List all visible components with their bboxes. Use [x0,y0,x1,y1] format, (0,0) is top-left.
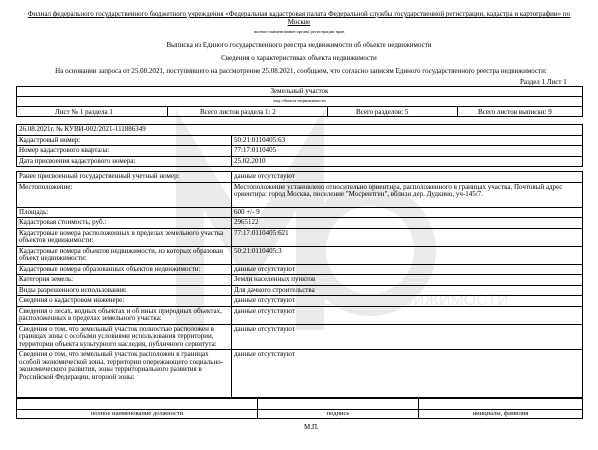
main-table [16,171,583,398]
org-caption: полное наименование органа регистрации прав [253,29,345,34]
row-value: данные отсутствуют [232,324,583,350]
row-label: Категория земель: [17,275,232,286]
row-value: 600 +/- 9 [232,207,583,218]
top-table [16,124,583,167]
doc-id-row [17,125,583,136]
object-type: Земельный участок [17,87,582,97]
table-row [17,228,583,246]
sheet-number: Лист № 1 раздела 1 [55,108,113,116]
row-label: Сведения о том, что земельный участок полностью расположен в границах зоны с особыми условиями использования территории, территории объекта культурного наследия, публичного сервитута: [17,324,232,350]
row-value: Земли населенных пунктов [232,275,583,286]
row-label: Дата присвоения кадастрового номера: [17,156,232,167]
row-value: данные отсутствуют [232,172,583,183]
row-label: Сведения о том, что земельный участок расположен в границах особой экономической зоны, территории опережающего социально-экономического развития, зоны территориального развития в Российской Федерации, игорной зоны: [17,350,232,398]
table-row [17,156,583,167]
table-row [17,218,583,229]
org-name: Филиал федерального государственного бюджетного учреждения «Федеральная кадастровая палата Федеральной службы государственной регистрации, кадастра и картографии» по Москве [27,10,571,26]
doc-subtitle: Сведения о характеристиках объекта недвижимости [221,54,377,62]
row-label: Сведения о кадастровом инженере: [17,296,232,307]
table-row [17,275,583,286]
row-value: 50:21:0110405:3 [232,246,583,264]
sign-field [258,399,419,409]
row-value: 50:21:0110405:63 [232,135,583,146]
row-value: данные отсутствуют [232,306,583,324]
row-value: 25.02.2010 [232,156,583,167]
row-label: Кадастровые номера объектов недвижимости, из которых образован объект недвижимости: [17,246,232,264]
row-label: Ранее присвоенный государственный учетный номер: [17,172,232,183]
object-type-caption: вид объекта недвижимости [273,98,326,103]
row-label: Площадь: [17,207,232,218]
signature-block [16,398,583,419]
table-row [17,264,583,275]
object-type-box [16,86,583,117]
row-value: 77:17:0110405 [232,146,583,157]
row-label: Виды разрешенного использования: [17,285,232,296]
total-sections: Всего разделов: 5 [327,107,457,117]
sheet-info-row [17,106,582,117]
row-label: Кадастровые номера расположенных в пределах земельного участка объектов недвижимости: [17,228,232,246]
table-row [17,246,583,264]
table-row [17,350,583,398]
row-value: данные отсутствуют [232,296,583,307]
table-row [17,296,583,307]
name-field [419,399,582,409]
position-field [17,399,258,409]
row-label: Сведения о лесах, водных объектах и об иных природных объектах, расположенных в пределах земельного участка: [17,306,232,324]
row-value: Местоположение установлено относительно ориентира, расположенного в границах участка. Почтовый адрес ориентира: город Москва, поселение "Мосрентген", вблизи дер. Дудкино, уч-145/7. [232,182,583,207]
row-label: Местоположение: [17,182,232,207]
table-row [17,182,583,207]
row-value: Для дачного строительства [232,285,583,296]
row-label: Номер кадастрового квартала: [17,146,232,157]
table-row [17,172,583,183]
watermark-text: ЦЕНТР НЕДВИЖИМОСТИ [310,292,509,309]
table-row [17,306,583,324]
doc-title: Выписка из Единого государственного реестра недвижимости об объекте недвижимости [166,41,432,49]
row-label: Кадастровая стоимость, руб.: [17,218,232,229]
request-text: На основании запроса от 25.08.2021, поступившего на рассмотрение 25.08.2021, сообщаем, что согласно записям Единого государственного реестра недвижимости: [55,67,547,75]
row-value: данные отсутствуют [232,350,583,398]
row-value: данные отсутствуют [232,264,583,275]
row-label: Кадастровые номера образованных объектов недвижимости: [17,264,232,275]
table-row [17,146,583,157]
section-label: Раздел 1 Лист 1 [520,78,567,86]
row-value: 2965122 [232,218,583,229]
position-caption: полное наименование должности [17,410,258,419]
table-row [17,207,583,218]
stamp-label: М.П. [304,423,319,431]
row-value: 77:17:0110405:621 [232,228,583,246]
name-caption: инициалы, фамилия [472,410,529,417]
table-row [17,135,583,146]
doc-id: 26.08.2021г. № КУВИ-002/2021-111886349 [17,125,583,136]
total-sheets: Всего листов выписки: 9 [457,107,582,117]
sign-caption: подпись [258,410,419,419]
total-sheets-section: Всего листов раздела 1: 2 [167,107,327,117]
table-row [17,285,583,296]
table-row [17,324,583,350]
row-label: Кадастровый номер: [17,135,232,146]
